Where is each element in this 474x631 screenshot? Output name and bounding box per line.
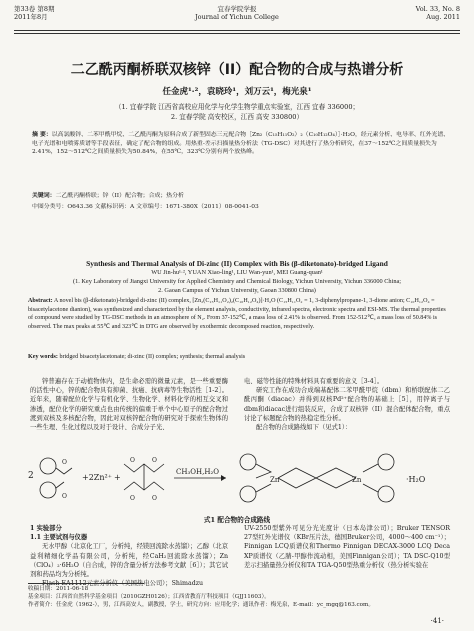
scheme-caption: 式1 配合物的合成路线 <box>203 516 271 524</box>
header-journal-cn: 宜春学院学报 <box>217 5 257 13</box>
received-date: 收稿日期：2011-06-18 <box>28 586 89 592</box>
english-keywords-label: Key words: <box>28 354 58 360</box>
intro-continuation: 电、磁等性能的特殊材料具有重要的意义［3-4］。 <box>244 378 384 385</box>
english-authors: WU Jin-hu¹·², YUAN Xiao-ling¹, LIU Wan-yun¹, MEI Guang-quan¹ <box>151 269 323 276</box>
keywords-text: 二乙酰丙酮桥联；锌（II）配合物；合成；热分析 <box>55 193 184 199</box>
english-affiliation-2: 2. Gaoan Campus of Yichun University, Gaoan 330800 China) <box>158 287 316 294</box>
reaction-condition: CH₃OH,H₂O <box>176 468 219 476</box>
header-journal-en: Journal of Yichun College <box>195 13 279 21</box>
product-complex <box>240 454 394 502</box>
intro-paragraph: 锌普遍存在于动植物体内，是生命必需的微量元素，是一些重要酶的活性中心，锌的配合物具有抑菌、抗癌、抗病毒等生物活性［1-2］。近年来，随着配位化学与有机化学、生物化学、材料化学的相互交叉和渗透，配位化学的研究重点也由传统的偏重于单个中心原子的配合物过渡到双核及多核配合物，因此对双核锌配合物的研究对于探索生物体的一些生理、生化过程以及对于设计、合成分子光、 <box>30 378 228 432</box>
zinc-ion-text: +2Zn²⁺ <box>82 473 112 482</box>
water-of-hydration: ·H₂O <box>406 475 426 484</box>
english-keywords-text: bridged bisacetylacetonate; di-zinc (II) complex; synthesis; thermal analysis <box>59 354 246 360</box>
body-right-bottom <box>244 524 450 570</box>
header-date: 2011年8月 <box>14 13 48 21</box>
header-rule <box>14 30 460 31</box>
zn-left-label: Zn <box>270 476 280 484</box>
english-affiliation-1: (1. Key Laboratory of Jiangxi University for Applied Chemistry and Chemical Biology, Yichun University, Yichun 336000 China; <box>72 278 402 285</box>
svg-text:2: 2 <box>28 471 34 481</box>
fund-note: 基金项目：江西省自然科学基金项目（2010GZH0126）；江西省教育厅科技项目（GJJ11603）。 <box>28 594 270 600</box>
reagents-paragraph: 无水甲醇（北京化工厂，分析纯，经镁回流除水蒸馏）；乙醇（北京益利精细化学品有限公司，分析纯，经CaH₂回流除水蒸馏）；Zn（ClO₄）₂·6H₂O（自合成，锌的含量分析方法参考文献［6］）；其它试剂和药品均为分析纯。 <box>30 543 228 579</box>
plus-sign: + <box>114 473 121 482</box>
keywords-cn <box>32 192 450 201</box>
article-authors: 任金虎¹·²，袁晓玲¹，刘万云¹，梅光泉¹ <box>162 87 312 97</box>
header-volume-en: Vol. 33, No. 8 <box>415 5 460 13</box>
dbm-ligand <box>28 458 72 500</box>
running-header <box>14 4 460 28</box>
english-abstract-label: Abstract: <box>28 298 53 304</box>
abstract-text: 以高氯酸锌、二苯甲酰甲烷、二乙酰丙酮为原料合成了新型固态三元配合物［Zn₂（C₁₅H₁₁O₂）₂（C₁₀H₁₂O₄）］·H₂O，经元素分析、电导率、红外光谱、电子光谱和电喷雾质谱等手段表征，确定了配合物的组成。用热重-差示扫描量热分析法（TG-DSC）对其进行了热分析研究，在37～152℃之间质量损失为2.41%，152～512℃之间质量损失为50.84%，在55℃，323℃分别有两个放热峰。 <box>32 132 450 155</box>
footnote-rule <box>28 583 144 584</box>
english-abstract <box>28 297 452 331</box>
svg-text:O: O <box>130 495 135 502</box>
svg-text:O: O <box>62 459 67 466</box>
page-number: ·41· <box>430 617 444 625</box>
header-rule-thin <box>14 33 460 34</box>
body-right-top <box>244 377 450 432</box>
english-keywords <box>28 353 452 362</box>
english-title: Synthesis and Thermal Analysis of Di-zinc (II) Complex with Bis (β-diketonato)-bridged Ligand <box>86 259 388 268</box>
section-1-heading: 1 实验部分 <box>30 525 62 532</box>
route-paragraph: 配合物的合成路线如下（见式1）： <box>256 424 352 432</box>
affiliation-1: （1. 宜春学院 江西省高校应用化学与化学生物学重点实验室，江西 宜春 336000； <box>114 103 360 111</box>
svg-text:O: O <box>152 495 157 502</box>
header-center <box>14 5 460 21</box>
classification-line: 中图分类号：O643.36 文献标识码：A 文章编号：1671-380X（2011）08-0041-03 <box>32 204 259 210</box>
section-1-1-heading: 1.1 主要试剂与仪器 <box>30 534 88 542</box>
work-paragraph: 研究工作在成功合成端基配体二苯甲酰甲烷（dbm）和桥联配体二乙酰丙酮（diacac）并得到双核Pd²⁺配合物的基础上［5］，用锌离子与dbm和diacac进行组装反应，合成了双核锌（II）混合配体配合物，重点讨论了标题配合物的热稳定性分析。 <box>244 387 450 422</box>
header-right <box>416 5 460 21</box>
svg-text:O: O <box>130 457 135 464</box>
instruments-continued: UV-2550型紫外可见分光光度计（日本岛津公司）；Bruker TENSOR 27型红外光谱仪（KBr压片法，德国Bruker公司，4000～400 cm⁻¹）；Finnigan LCQ质谱仪和Thermo Finnigan DECAX-3000 LCQ Deca XP质谱仪（乙腈-甲醇作流动相，美国Finnigan公司）；TA DSC-Q10型差示扫描量热分析仪和TA TGA-Q50型热重分析仪（热分析实验在 <box>244 525 450 569</box>
body-left-bottom <box>30 524 228 588</box>
author-bio: 作者简介：任金虎（1962-），男，江西高安人，副教授，学士，研究方向：应用化学；通讯作者：梅光泉，E-mail：yc_mgq@163.com。 <box>28 602 374 608</box>
zn-right-label: Zn <box>352 476 362 484</box>
instruments-paragraph: Flash EA1112元素分析仪（美国热电公司）；Shimadzu <box>42 580 204 588</box>
svg-text:O: O <box>62 493 67 500</box>
abstract-label: 摘 要： <box>32 131 52 138</box>
synthesis-scheme <box>26 442 456 512</box>
arrowhead <box>221 475 226 481</box>
header-volume: 第33卷 第8期 <box>14 5 55 13</box>
abstract-cn <box>32 131 450 157</box>
footnotes <box>28 585 452 609</box>
affiliation-2: 2. 宜春学院 高安校区，江西 高安 330800） <box>170 113 304 121</box>
article-title: 二乙酰丙酮桥联双核锌（II）配合物的合成与热谱分析 <box>70 62 404 78</box>
english-abstract-text: A novel bis (β-diketonato)-bridged di-zinc (II) complex, [Zn₂(C₁₅H₁₁O₂)₂(C₁₀H₁₂O₄)]·H₂O (C₁₅H₁₁O₂ = 1, 3-diphenylpropane-1, 3-dione anion; C₁₀H₁₂O₄ = bisacetylacetone dianion), was synthesized and characterized by the element analysis, conductivity, infrared spectra, electronic spectra and ESI-MS. The thermal properties of compound were studied by TG-DSC methods in an atmosphere of N₂. From 37-152℃, a mass loss of 2.41% is observed. From 152-512℃, a mass loss of 50.84% is observed. The max peaks at 55℃ and 323℃ in DTG are observed by exothermic decomposed reaction, respectively. <box>28 298 446 330</box>
svg-text:O: O <box>152 457 157 464</box>
keywords-label: 关键词： <box>32 192 56 199</box>
diacac-ligand <box>124 457 164 502</box>
header-date-en: Aug. 2011 <box>426 13 460 21</box>
body-left-top <box>30 377 228 432</box>
